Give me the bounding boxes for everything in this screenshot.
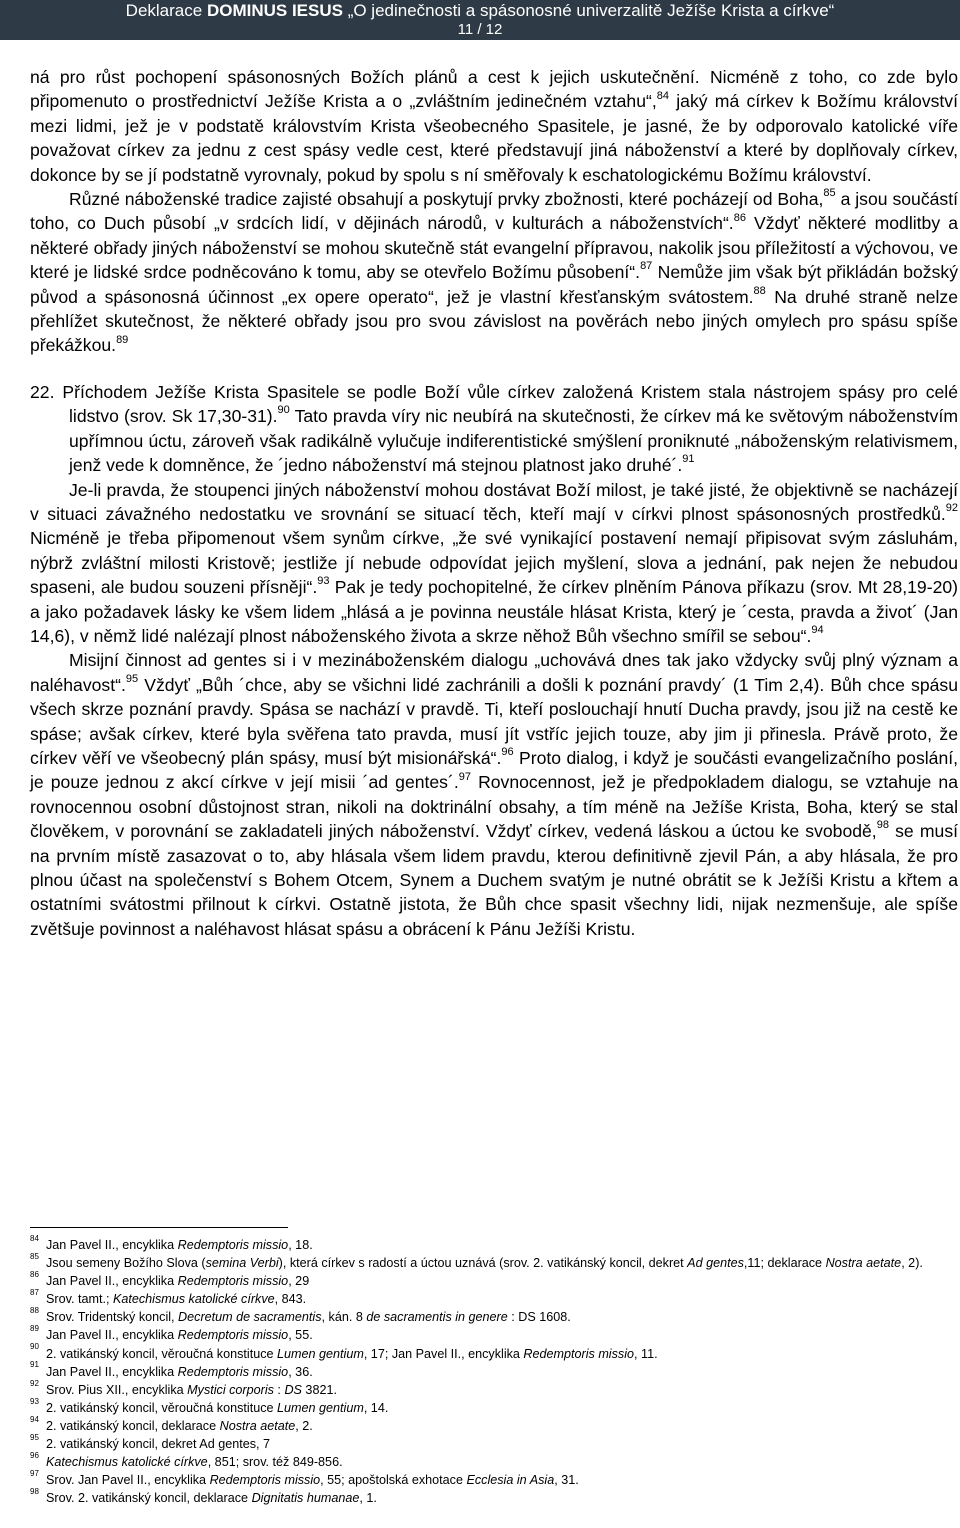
footnotes: [0, 1233, 960, 1507]
paragraph: Je-li pravda, že stoupenci jiných náboženství mohou dostávat Boží milost, je také jisté, že objektivně se nacházejí v situaci závažného nedostatku ve srovnání se situací těch, kteří mají v církvi plnost spásonosných prostředků.$^{92}$ Nicméně je třeba připomenout všem synům církve, „že své vynikající postavení nemají připisovat svým zásluhám, nýbrž zvláštní milosti Kristově; jestliže jí nebude odpovídat jejich myšlení, slova a jednání, pak nejen že nebudou spaseni, ale budou souzeni přísněji“.$^{93}$ Pak je tedy pochopitelné, že církev plněním Pánova příkazu (srov. Mt 28,19-20) a jako požadavek lásky ke všem lidem „hlásá a je povinna neustále hlásat Krista, který je ´cesta, pravda a život´ (Jan 14,6), v němž lidé nalézají plnost náboženského života a skrze něhož Bůh všechno smířil se sebou“.$^{94}$: [30, 479, 958, 646]
document-header: [0, 0, 960, 40]
paragraph-22: 22. Příchodem Ježíše Krista Spasitele se podle Boží vůle církev založená Kristem stala nástrojem spásy pro celé lidstvo (srov. Sk 17,30-31).$^{90}$ Tato pravda víry nic neubírá na skutečnosti, že církev má ke světovým náboženstvím upřímnou úctu, zároveň však radikálně vylučuje indiferentistické smýšlení proniknuté „náboženským relativismem, jenž vede k domněnce, že ´jedno náboženství má stejnou platnost jako druhé´.$^{91}$: [30, 381, 958, 476]
footnote: $^{84}$ Jan Pavel II., encyklika Redemptoris missio, 18.: [30, 1233, 313, 1252]
footnote-ref: 88: [753, 284, 766, 297]
footnote-ref: 92: [945, 502, 958, 515]
footnote: $^{96}$ Katechismus katolické církve, 851; srov. též 849-856.: [30, 1450, 343, 1470]
footnote: $^{89}$ Jan Pavel II., encyklika Redemptoris missio, 55.: [30, 1324, 313, 1343]
footnote: $^{88}$ Srov. Tridentský koncil, Decretum de sacramentis, kán. 8 de sacramentis in genere : DS 1608.: [30, 1306, 571, 1325]
footnote-separator: [30, 1227, 288, 1228]
footnote-ref: 98: [876, 819, 889, 832]
footnote-ref: 86: [733, 211, 746, 224]
footnote: $^{98}$ Srov. 2. vatikánský koncil, deklarace Dignitatis humanae, 1.: [30, 1487, 377, 1506]
footnote: $^{86}$ Jan Pavel II., encyklika Redemptoris missio, 29: [30, 1270, 310, 1289]
paragraph: Různé náboženské tradice zajisté obsahují a poskytují prvky zbožnosti, které pocházejí od Boha,$^{85}$ a jsou součástí toho, co Duch působí „v srdcích lidí, v dějinách národů, v kulturách a náboženstvích“.$^{86}$ Vždyť některé modlitby a některé obřady jiných náboženství se mohou skutečně stát evangelní přípravou, nakolik jsou příležitostí a výchovou, ve které je lidské srdce podněcováno k tomu, aby se otevřelo Božímu působení“.$^{87}$ Nemůže jim však být přikládán božský původ a spásonosná účinnost „ex opere operato“, jež je vlastní křesťanským svátostem.$^{88}$ Na druhé straně nelze přehlížet skutečnost, že některé obřady jsou pro svou závislost na pověrách nebo jiných omylech pro spásu spíše překážkou.$^{89}$: [30, 187, 959, 356]
paragraph: Misijní činnost ad gentes si i v mezináboženském dialogu „uchovává dnes tak jako vždycky svůj plný význam a naléhavost“.$^{95}$ Vždyť „Bůh ´chce, aby se všichni lidé zachránili a došli k poznání pravdy´ (1 Tim 2,4). Bůh chce spásu všech skrze poznání pravdy. Spása se nachází v pravdě. Ti, kteří poslouchají hnutí Ducha pravdy, jsou již na cestě ke spáse; avšak církev, které byla svěřena tato pravda, musí jít vstříc jejich touze, aby jim ji přinesla. Právě proto, že církev věří ve všeobecný plán spásy, musí být misionářská“.$^{96}$ Proto dialog, i když je součásti evangelizačního poslání, je pouze jednou z akcí církve v její misii ´ad gentes´.$^{97}$ Rovnocennost, jež je předpokladem dialogu, se vztahuje na rovnocennou osobní důstojnost stran, nikoli na doktrinální obsahy, a tím méně na Ježíše Krista, Boha, který se stal člověkem, v porovnání se zakladateli jiných náboženství. Vždyť církev, vedená láskou a úctou ke svobodě,$^{98}$ se musí na prvním místě zasazovat o to, aby hlásala všem lidem pravdu, kterou definitivně zjevil Pán, a aby hlásala, že pro plnou účast na společenství s Bohem Otcem, Synem a Duchem svatým je nutné obrátit se k Ježíši Kristu a křtem a ostatními svátostmi přilnout k církvi. Ostatně jistota, že Bůh chce spasit všechny lidi, nijak nezmenšuje, ale spíše zvětšuje povinnost a naléhavost hlásat spásu a obrácení k Pánu Ježíši Kristu.: [30, 650, 959, 939]
body-text: [30, 65, 958, 941]
title-suffix: „O jedinečnosti a spásonosné univerzalitě Ježíše Krista a církve“: [342, 1, 835, 20]
paragraph: ná pro růst pochopení spásonosných Božích plánů a cest k jejich uskutečnění. Nicméně z toho, co zde bylo připomenuto o prostřednictví Ježíše Krista a o „zvláštním jedinečném vztahu“,$^{84}$ jaký má církev k Božímu království mezi lidmi, jež je v podstatě královstvím Krista všeobecného Spasitele, je jasné, že by odporovalo katolické víře považovat církev za jednu z cest spásy vedle cest, které představují jiná náboženství a které by doplňovaly církev, dokonce by se jí podstatně vyrovnaly, pokud by spolu s ní směřovaly k eschatologickému Božímu království.: [30, 67, 958, 185]
footnote: $^{97}$ Srov. Jan Pavel II., encyklika Redemptoris missio, 55; apoštolská exhotace Ecclesia in Asia, 31.: [30, 1469, 579, 1488]
paragraph-number: 22.: [30, 381, 55, 402]
footnote: $^{95}$ 2. vatikánský koncil, dekret Ad gentes, 7: [30, 1432, 271, 1452]
page-indicator: 11 / 12: [457, 21, 503, 38]
title-bold: DOMINUS IESUS: [206, 1, 343, 20]
footnote-ref: 94: [811, 624, 824, 637]
footnote: $^{85}$ Jsou semeny Božího Slova (semina Verbi), která církev s radostí a úctou uznává (srov. 2. vatikánský koncil, dekret Ad gentes,11; deklarace Nostra aetate, 2).: [30, 1251, 923, 1271]
footnote-ref: 97: [458, 770, 471, 783]
footnote-ref: 95: [125, 672, 139, 685]
footnote-ref: 89: [116, 333, 129, 346]
footnote: $^{87}$ Srov. tamt.; Katechismus katolické církve, 843.: [30, 1288, 307, 1307]
footnote-ref: 96: [501, 746, 514, 759]
footnote: $^{94}$ 2. vatikánský koncil, deklarace Nostra aetate, 2.: [30, 1414, 313, 1433]
footnote: $^{92}$ Srov. Pius XII., encyklika Mystici corporis : DS 3821.: [30, 1378, 337, 1397]
footnote-ref: 85: [823, 187, 836, 200]
footnote-ref: 91: [682, 453, 695, 466]
title-prefix: Deklarace: [125, 1, 207, 20]
footnote-ref: 84: [656, 89, 669, 102]
footnote-ref: 90: [277, 404, 290, 417]
footnote-ref: 93: [317, 575, 330, 588]
footnote: $^{93}$ 2. vatikánský koncil, věroučná konstituce Lumen gentium, 14.: [30, 1396, 389, 1415]
footnote: $^{91}$ Jan Pavel II., encyklika Redemptoris missio, 36.: [30, 1360, 313, 1379]
footnote-ref: 87: [640, 260, 653, 273]
document-title: [0, 0, 960, 21]
footnote: $^{90}$ 2. vatikánský koncil, věroučná konstituce Lumen gentium, 17; Jan Pavel II., encyklika Redemptoris missio, 11.: [30, 1342, 658, 1361]
